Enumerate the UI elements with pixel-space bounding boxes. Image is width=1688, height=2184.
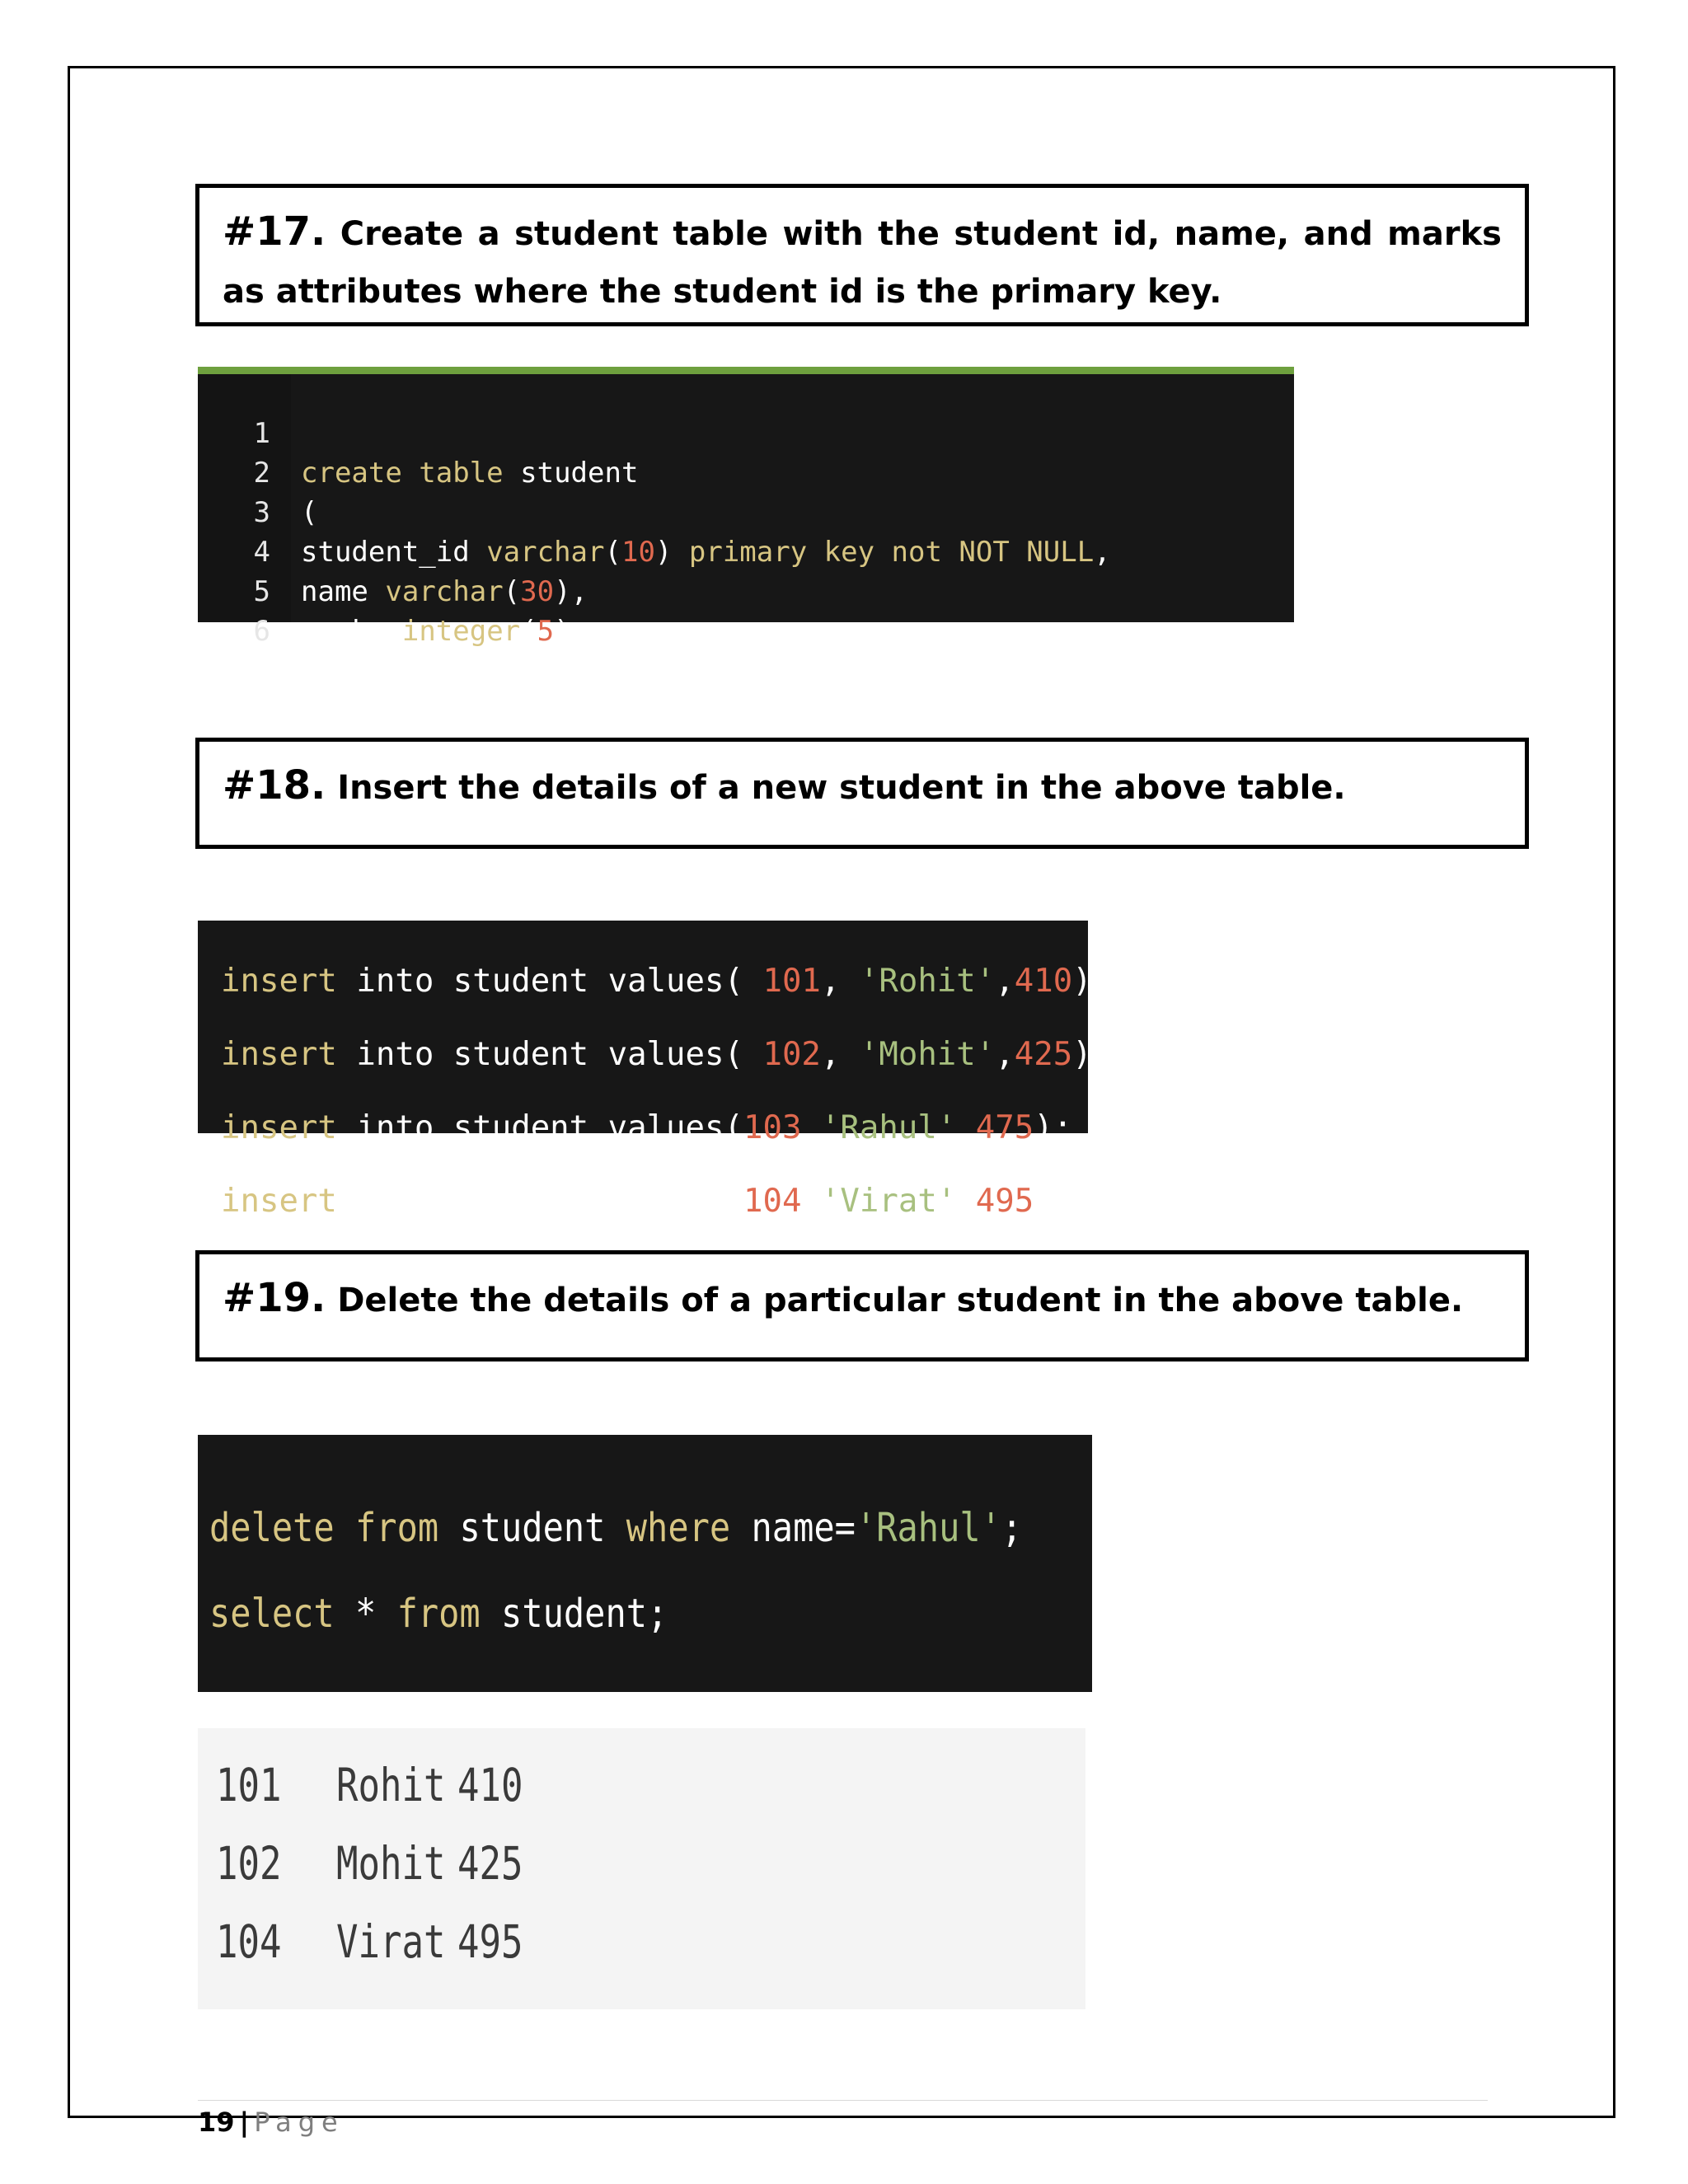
question-19-number: #19. [223, 1275, 326, 1321]
query-result-table [198, 1728, 1085, 2009]
question-18-text: Insert the details of a new student in the above table. [337, 769, 1346, 807]
code-block-create-table [198, 367, 1294, 687]
code-line: 6 ); [198, 572, 265, 612]
code-block-insert [198, 921, 1112, 1220]
question-18-number: #18. [223, 762, 326, 808]
code-line: 4 name varchar(30), [198, 493, 265, 532]
code-line: 2 ( [198, 414, 265, 453]
page-number: 19 [198, 2107, 235, 2138]
cell-marks: 410 [457, 1760, 523, 1812]
footer-separator: | [239, 2107, 250, 2138]
cell-marks: 495 [457, 1916, 523, 1969]
code-line: select * from student; [209, 1590, 668, 1637]
table-row [198, 1823, 1085, 1901]
question-17-text: Create a student table with the student id, name, and marks as attributes where the student id is the primary key. [223, 215, 1502, 311]
question-19-box [195, 1250, 1529, 1361]
cell-student-id: 104 [216, 1916, 282, 1969]
table-row [198, 1901, 1085, 1980]
code-block-delete [198, 1435, 1092, 1692]
code-line: 5 marks integer(5) [198, 532, 265, 572]
code-line: 1 create table student [198, 374, 265, 414]
cell-marks: 425 [457, 1838, 523, 1891]
page-word: Page [254, 2107, 345, 2138]
line-number: 5 [253, 575, 270, 608]
question-17-box [195, 184, 1529, 326]
code-line: insert into student values( 102, 'Mohit',425); [221, 1036, 1112, 1073]
line-number: 6 [253, 615, 270, 648]
code-line: delete from student where name='Rahul'; [209, 1504, 1023, 1551]
table-row [198, 1745, 1085, 1823]
line-number: 3 [253, 496, 270, 529]
line-number: 2 [253, 457, 270, 490]
code-line: insert into student values( 101, 'Rohit',410); [221, 963, 1112, 1000]
question-18-box [195, 738, 1529, 849]
code-line: insert into student values(104,'Virat',495); [221, 1183, 1073, 1220]
cell-student-id: 102 [216, 1838, 282, 1891]
question-17-number: #17. [223, 209, 326, 255]
page-footer [198, 2106, 345, 2139]
cell-name: Virat [336, 1916, 446, 1969]
line-number: 4 [253, 536, 270, 569]
footer-rule [198, 2100, 1488, 2101]
code-line: 3 student_id varchar(10) primary key not NOT NULL, [198, 453, 265, 493]
question-19-text: Delete the details of a particular student in the above table. [337, 1282, 1464, 1319]
code-line: insert into student values(103,'Rahul',475); [221, 1109, 1073, 1146]
cell-name: Rohit [336, 1760, 446, 1812]
cell-name: Mohit [336, 1838, 446, 1891]
line-number: 1 [253, 417, 270, 450]
cell-student-id: 101 [216, 1760, 282, 1812]
